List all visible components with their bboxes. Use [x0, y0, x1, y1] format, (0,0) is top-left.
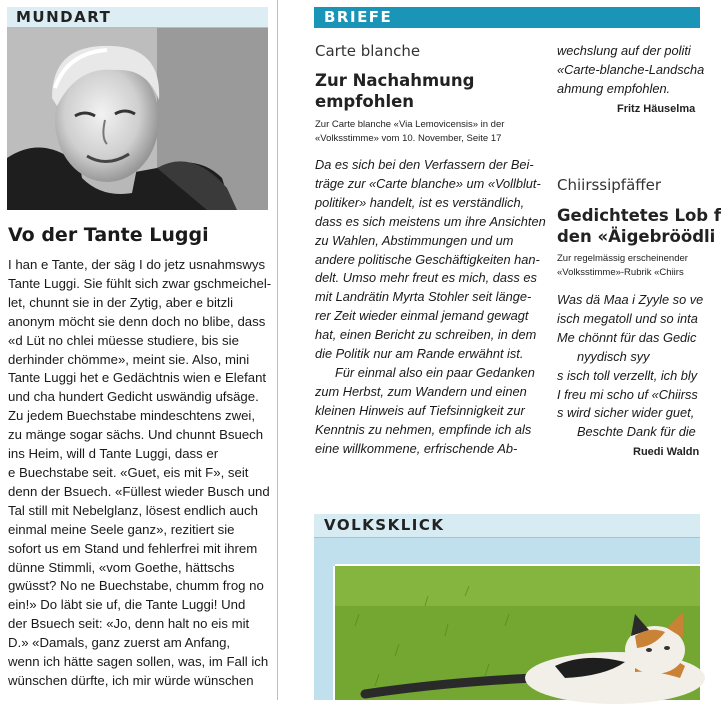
letter-line: isch megatoll und so inta — [557, 310, 698, 326]
column-divider — [277, 0, 278, 700]
volksklick-section-header — [314, 514, 700, 538]
body-line: derhinder chömme», meint sie. Also, mini — [8, 351, 250, 367]
portrait-illustration — [7, 28, 268, 210]
reference-line: «Volksstimme» vom 10. November, Seite 17 — [315, 132, 502, 144]
letter-line: zu Wahlen, Abstimmungen und um — [315, 232, 514, 248]
body-line: anonym möcht sie denn doch no blibe, dass — [8, 313, 266, 329]
body-line: sofort us em Stand und fehlerfrei mit ihrem — [8, 540, 258, 556]
body-line: denn der Bsuech. «Füllest wieder Busch und — [8, 483, 270, 499]
body-line: gwüsst? No ne Buechstabe, chumm frog no — [8, 578, 264, 594]
letter-line: wechslung auf der politi — [557, 43, 691, 58]
letter-line: s wird sicher wider guet, — [557, 405, 695, 421]
letter-line: Kenntnis zu nehmen, empfinde ich als — [315, 421, 532, 437]
reference-line: Zur Carte blanche «Via Lemovicensis» in der — [315, 119, 505, 130]
letter1-body — [315, 156, 546, 459]
body-line: D.» «Damals, ganz zuerst am Anfang, — [8, 635, 231, 651]
letter-line: hat, einen Bericht zu schreiben, in dem — [315, 327, 537, 343]
letter-line: dass es sich meistens um ihre Ansichten — [315, 213, 546, 229]
letter-line: eine willkommene, erfrischende Ab- — [315, 440, 518, 456]
body-line: und cha hundert Gedicht uswändig ufsäge. — [8, 389, 259, 405]
letter1-author: Fritz Häuselma — [617, 103, 696, 115]
reference-line: Zur regelmässig erscheinender — [557, 253, 688, 264]
letter-line: Me chönnt für das Gedic — [557, 329, 697, 345]
body-line: wünschen dürfte, ich mir würde wünschen — [8, 672, 254, 688]
mundart-article-title: Vo der Tante Luggi — [8, 224, 209, 246]
headline-line: empfohlen — [315, 92, 415, 111]
letter-line: träge zur «Carte blanche» um «Vollblut- — [315, 175, 541, 191]
letter2-body — [557, 291, 704, 442]
letter1-headline — [315, 70, 474, 112]
body-line: einmal meine Seele ganz», rezitiert sie — [8, 521, 235, 537]
body-line: ein!» Do läbt sie uf, die Tante Luggi! Und — [8, 597, 246, 613]
headline-line: Gedichtetes Lob f — [557, 206, 721, 225]
letter-line: nyydisch syy — [577, 348, 650, 364]
letter-line: I freu mi scho uf «Chiirss — [557, 386, 698, 402]
body-line: der Bsuech seit: «Jo, denn halt no eis mit — [8, 616, 250, 632]
letter-line: die Politik nur am Rande erwähnt ist. — [315, 346, 524, 362]
letter-line: rer Zeit wieder einmal jemand gewagt — [315, 308, 529, 324]
body-line: Tante Luggi het e Gedächtnis wien e Elefant — [8, 370, 267, 386]
letter-line: Beschte Dank für die — [577, 424, 696, 440]
letter1-reference — [315, 118, 504, 145]
volksklick-section-label: VOLKSKLICK — [324, 516, 445, 534]
body-line: ins Heim, will d Tante Luggi, dass er — [8, 446, 219, 462]
letter-line: ahmung empfohlen. — [557, 80, 671, 96]
letter2-reference — [557, 252, 700, 279]
letter2-headline — [557, 205, 721, 247]
letter-line: Für einmal also ein paar Gedanken — [335, 364, 535, 380]
reference-line: «Volksstimme»-Rubrik «Chiirs — [557, 266, 684, 278]
headline-line: Zur Nachahmung — [315, 71, 475, 90]
body-line: Zu jedem Buechstabe mindeschtens zwei, — [8, 408, 256, 424]
author-portrait-photo — [7, 28, 268, 210]
letter2-kicker: Chiirssipfäffer — [557, 176, 662, 194]
letter-line: Was dä Maa i Zyyle so ve — [557, 292, 704, 307]
body-line: «d Lüt no chlei müesse studiere, bis sie — [8, 332, 239, 348]
letter-line: politiker» handelt, ist es verständlich, — [315, 194, 525, 210]
headline-line: den «Äigebröödli — [557, 227, 716, 246]
cat-photo-illustration — [335, 566, 700, 700]
mundart-section-label: MUNDART — [16, 8, 112, 26]
briefe-section-header — [314, 7, 700, 28]
letter-line: s isch toll verzellt, ich bly — [557, 367, 698, 383]
letter-line: kleinen Hinweis auf Tiefsinnigkeit zur — [315, 402, 525, 418]
body-line: Tal still mit Nebelglanz, lösest endlich auch — [8, 502, 258, 518]
body-line: let, chunnt sie in der Zytig, aber e bitzli — [8, 294, 234, 310]
letter-line: zum Herbst, zum Wandern und einen — [315, 383, 527, 399]
letter-line: andere politische Geschäftigkeiten han- — [315, 251, 540, 267]
letter-line: «Carte-blanche-Landscha — [557, 61, 705, 77]
briefe-section-label: BRIEFE — [324, 8, 393, 26]
body-line: I han e Tante, der säg I do jetz usnahmswys — [8, 257, 266, 272]
letter1-kicker: Carte blanche — [315, 42, 421, 60]
mundart-article-body — [8, 256, 270, 691]
letter-line: Da es sich bei den Verfassern der Bei- — [315, 157, 534, 172]
letter1-continuation — [557, 42, 705, 99]
body-line: zu mänge sogar sächs. Und chunnt Bsuech — [8, 427, 264, 443]
letter2-author: Ruedi Waldn — [633, 446, 700, 458]
body-line: Tante Luggi. Sie fühlt sich zwar gschmeichel- — [8, 275, 272, 291]
body-line: dünne Stimmli, «vom Goethe, hättschs — [8, 559, 235, 575]
body-line: e Buechstabe seit. «Guet, eis mit F», seit — [8, 464, 249, 480]
cat-on-grass-photo — [335, 566, 700, 700]
letter-line: delt. Umso mehr freut es mich, dass es — [315, 270, 537, 286]
body-line: wenn ich hätte sagen sollen, was, im Fall ich — [8, 654, 269, 670]
letter-line: mit Landrätin Myrta Stohler seit länge- — [315, 289, 532, 305]
mundart-section-header — [7, 7, 268, 28]
